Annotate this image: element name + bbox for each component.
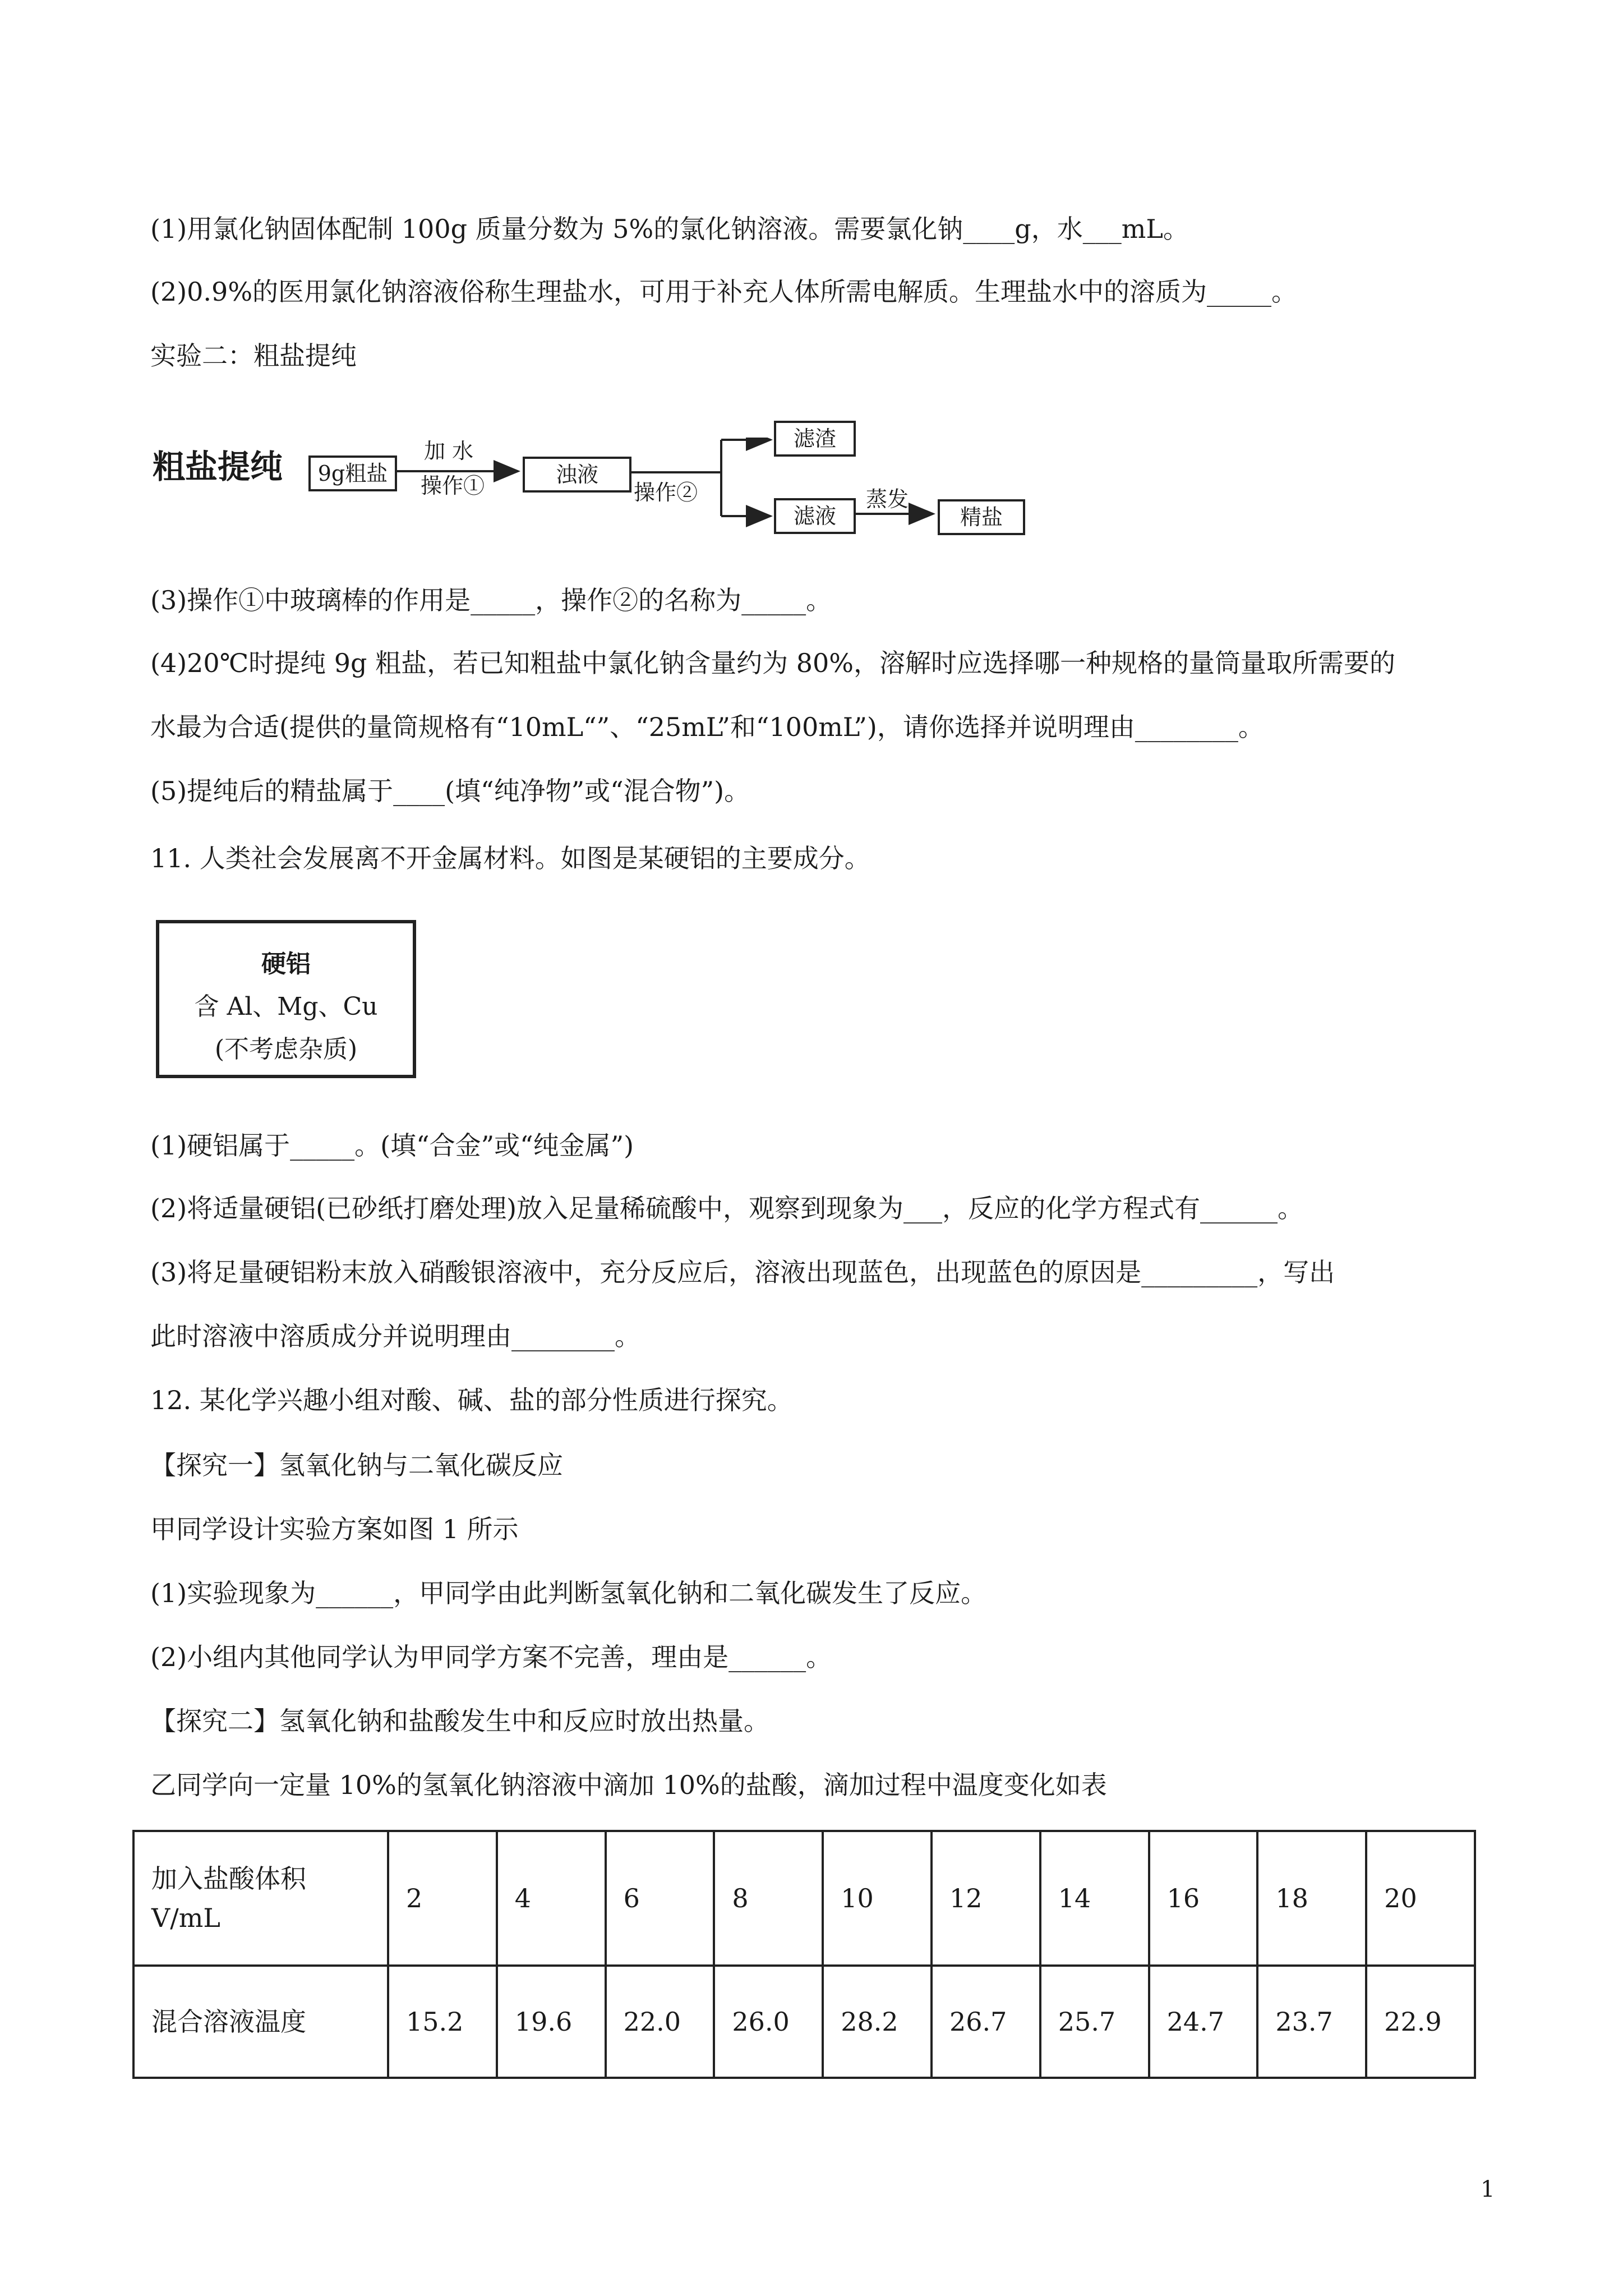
table-cell: 26.7 [932,1966,1040,2078]
table-cell: 12 [932,1831,1040,1966]
temperature-table [132,1830,1476,2079]
table-cell: 8 [714,1831,823,1966]
alloy-note: (不考虑杂质) [214,1035,358,1064]
box-crude-salt: 9g粗盐 [308,455,397,491]
line-q11-3b: 此时溶液中溶质成分并说明理由________。 [150,1321,640,1351]
table-row [133,1831,1475,1966]
header-volume-label: 加入盐酸体积 [151,1864,306,1894]
alloy-composition: 含 Al、Mg、Cu [194,992,378,1021]
box-filtrate: 滤液 [774,498,856,534]
table-cell: 24.7 [1149,1966,1258,2078]
line-q10-3: (3)操作①中玻璃棒的作用是_____，操作②的名称为_____。 [150,585,832,615]
table-cell: 23.7 [1257,1966,1366,2078]
line-experiment-2: 实验二：粗盐提纯 [150,341,357,371]
table-cell: 2 [388,1831,497,1966]
label-operation-1: 操作① [421,473,485,498]
line-q10-4b: 水最为合适(提供的量筒规格有“10mL“”、“25mL”和“100mL”)，请你选择并说明理由________。 [150,712,1264,742]
hard-aluminum-box [156,920,416,1078]
table-cell: 28.2 [823,1966,932,2078]
line-q10-2: (2)0.9%的医用氯化钠溶液俗称生理盐水，可用于补充人体所需电解质。生理盐水中的溶质为_____。 [150,277,1298,307]
line-yi: 乙同学向一定量 10%的氢氧化钠溶液中滴加 10%的盐酸，滴加过程中温度变化如表 [150,1770,1107,1800]
box-refined-salt: 精盐 [938,499,1025,535]
line-q10-5: (5)提纯后的精盐属于____(填“纯净物”或“混合物”)。 [150,776,750,806]
salt-purification-flowchart [150,426,1025,544]
table-cell: 14 [1040,1831,1149,1966]
line-explore-1: 【探究一】氢氧化钠与二氧化碳反应 [150,1450,563,1480]
header-volume-unit: V/mL [151,1903,220,1933]
alloy-title: 硬铝 [261,950,311,978]
table-cell: 4 [497,1831,606,1966]
line-q11-2: (2)将适量硬铝(已砂纸打磨处理)放入足量稀硫酸中，观察到现象为___，反应的化学方程式有______。 [150,1193,1304,1223]
line-plan: 甲同学设计实验方案如图 1 所示 [150,1514,519,1544]
table-cell: 6 [606,1831,714,1966]
box-turbid-liquid: 浊液 [523,457,631,493]
table-row [133,1966,1475,2078]
table-cell: 22.9 [1366,1966,1475,2078]
line-explore-2: 【探究二】氢氧化钠和盐酸发生中和反应时放出热量。 [150,1706,769,1736]
line-q11-1: (1)硬铝属于_____。(填“合金”或“纯金属”) [150,1130,634,1161]
line-q11-3a: (3)将足量硬铝粉末放入硝酸银溶液中，充分反应后，溶液出现蓝色，出现蓝色的原因是_________，写出 [150,1257,1335,1287]
line-q12-1: (1)实验现象为______，甲同学由此判断氢氧化钠和二氧化碳发生了反应。 [150,1578,987,1608]
line-q10-4a: (4)20℃时提纯 9g 粗盐，若已知粗盐中氯化钠含量约为 80%，溶解时应选择哪一种规格的量筒量取所需要的 [150,648,1395,678]
header-temperature: 混合溶液温度 [133,1966,388,2078]
table-cell: 20 [1366,1831,1475,1966]
header-volume [133,1831,388,1966]
table-cell: 25.7 [1040,1966,1149,2078]
label-operation-2: 操作② [634,480,698,505]
page-number: 1 [1481,2177,1495,2202]
table-cell: 22.0 [606,1966,714,2078]
table-cell: 10 [823,1831,932,1966]
table-cell: 26.0 [714,1966,823,2078]
flowchart-title: 粗盐提纯 [153,448,283,486]
label-add-water: 加 水 [424,439,474,463]
line-q11: 11. 人类社会发展离不开金属材料。如图是某硬铝的主要成分。 [150,843,870,873]
box-residue: 滤渣 [774,421,856,457]
line-q12-2: (2)小组内其他同学认为甲同学方案不完善，理由是______。 [150,1642,832,1672]
table-cell: 19.6 [497,1966,606,2078]
table-cell: 15.2 [388,1966,497,2078]
line-q12: 12. 某化学兴趣小组对酸、碱、盐的部分性质进行探究。 [150,1385,793,1415]
line-q10-1: (1)用氯化钠固体配制 100g 质量分数为 5%的氯化钠溶液。需要氯化钠____g，水___mL。 [150,214,1189,244]
label-evaporate: 蒸发 [866,487,909,512]
table-cell: 18 [1257,1831,1366,1966]
table-cell: 16 [1149,1831,1258,1966]
